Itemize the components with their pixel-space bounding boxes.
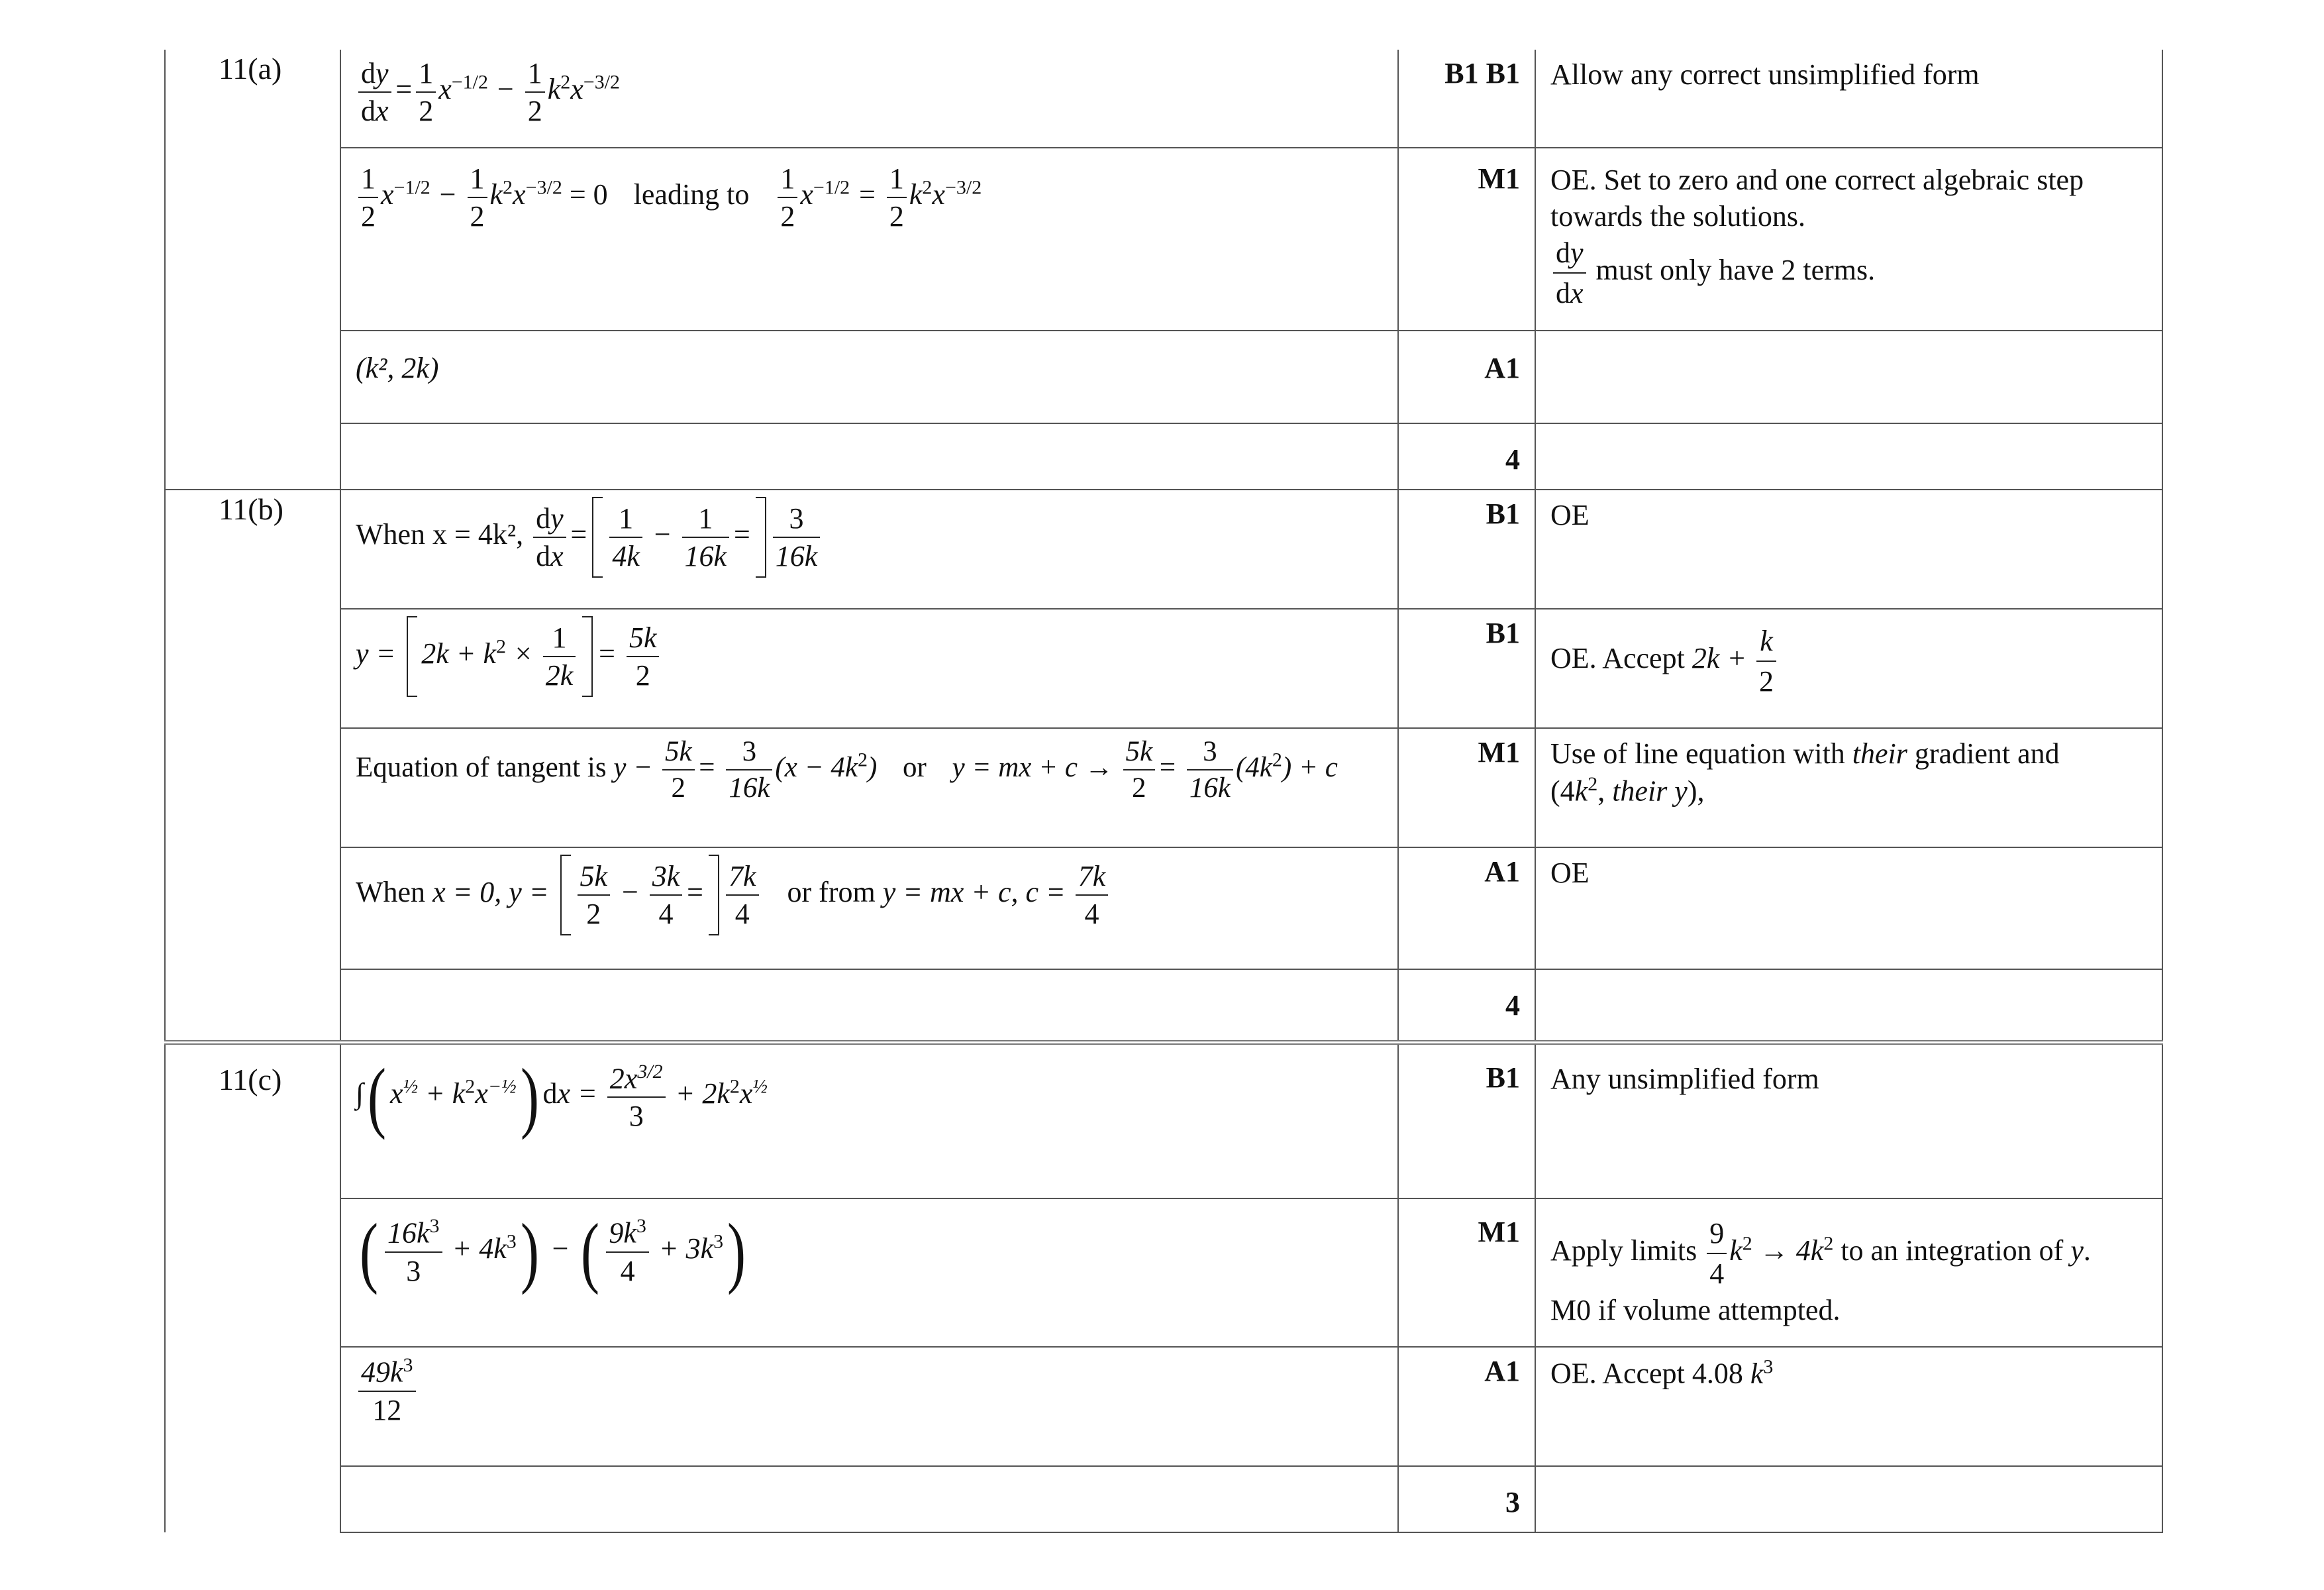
guidance-cell: OE. Set to zero and one correct algebraic step towards the solutions. $\frac{dy}{dx}$ must only have 2 terms. <box>1535 148 2162 331</box>
guidance-cell: Allow any correct unsimplified form <box>1535 50 2162 148</box>
answer-cell <box>340 1466 1398 1532</box>
table-row <box>165 490 2162 609</box>
table-row <box>165 609 2162 728</box>
answer-cell <box>340 50 1398 148</box>
marks-cell: B1 <box>1398 609 1535 728</box>
math-expression: Equation of tangent is y − $\frac{5k}{2}$ = $\frac{3}{16k}$ $(x - 4k^2)$ or y = mx + c → $\frac{5k}{2}$ = $\frac{3}{16k}$ $(4k^2) + c$ <box>356 736 1338 804</box>
table-row <box>165 1347 2162 1466</box>
marks-cell: A1 <box>1398 331 1535 423</box>
math-expression: $y = 2k + k^2$ × $\frac{1}{2k}$ = $\frac{5k}{2}$ <box>356 637 662 670</box>
guidance-cell <box>1535 1466 2162 1532</box>
guidance-cell: Use of line equation with their gradient and ($4k^2$, their y), <box>1535 728 2162 847</box>
total-marks: 4 <box>1398 423 1535 490</box>
marks-cell: B1 B1 <box>1398 50 1535 148</box>
answer-cell <box>340 423 1398 490</box>
guidance-cell <box>1535 423 2162 490</box>
guidance-cell: OE. Accept 4.08 $k^3$ <box>1535 1347 2162 1466</box>
math-expression: $\frac{49k^3}{12}$ <box>356 1371 419 1404</box>
answer-cell: (k², 2k) <box>340 331 1398 423</box>
marks-cell: A1 <box>1398 1347 1535 1466</box>
guidance-cell <box>1535 969 2162 1042</box>
guidance-cell: OE <box>1535 490 2162 609</box>
total-marks: 3 <box>1398 1466 1535 1532</box>
table-row <box>165 331 2162 423</box>
table-row <box>165 1466 2162 1532</box>
table-row <box>165 1042 2162 1198</box>
table-row <box>165 423 2162 490</box>
answer-cell <box>340 847 1398 969</box>
answer-cell <box>340 969 1398 1042</box>
math-expression: ∫( $x^{\frac{1}{2}} + k^2x^{-\frac{1}{2}}$) dx = $\frac{2x^{3/2}}{3}$ + $2k^2x^{\frac{1}{2}}$ <box>356 1052 768 1141</box>
table-row <box>165 847 2162 969</box>
answer-cell <box>340 1347 1398 1466</box>
guidance-cell <box>1535 331 2162 423</box>
table-row <box>165 148 2162 331</box>
marks-cell: M1 <box>1398 728 1535 847</box>
guidance-cell: Apply limits $\frac{9}{4}$ $k^2 \to 4k^2$ to an integration of y. M0 if volume attempted. <box>1535 1198 2162 1347</box>
answer-cell <box>340 1042 1398 1198</box>
answer-cell <box>340 1198 1398 1347</box>
guidance-cell: OE <box>1535 847 2162 969</box>
answer-cell <box>340 609 1398 728</box>
answer-cell <box>340 490 1398 609</box>
total-marks: 4 <box>1398 969 1535 1042</box>
table-row <box>165 969 2162 1042</box>
table-row <box>165 728 2162 847</box>
math-expression: When x = 0, y = $\frac{5k}{2}$ − $\frac{3k}{4}$ = $\frac{7k}{4}$ or from y = mx + c, c = $\frac{7k}{4}$ <box>356 876 1111 908</box>
guidance-cell: Any unsimplified form <box>1535 1042 2162 1198</box>
question-number: 11(b) <box>165 490 340 1042</box>
math-expression: When x = 4k², $\frac{dy}{dx}$ = $\frac{1}{4k}$ − $\frac{1}{16k}$ = $\frac{3}{16k}$ <box>356 518 823 551</box>
question-number: 11(c) <box>165 1042 340 1532</box>
marks-cell: B1 <box>1398 1042 1535 1198</box>
table-row <box>165 1198 2162 1347</box>
marks-cell: M1 <box>1398 148 1535 331</box>
table-row <box>165 50 2162 148</box>
question-number: 11(a) <box>165 50 340 490</box>
marks-cell: M1 <box>1398 1198 1535 1347</box>
answer-cell <box>340 728 1398 847</box>
marks-cell: A1 <box>1398 847 1535 969</box>
math-expression: $\frac{dy}{dx}$ = $\frac{1}{2}$ $x^{-1/2}$ − $\frac{1}{2}$ $k^2x^{-3/2}$ <box>356 73 620 105</box>
mark-scheme-table <box>164 50 2163 1533</box>
math-expression: ( $\frac{16k^3}{3}$ + $4k^3$) − ( $\frac{9k^3}{4}$ + $3k^3$) <box>359 1206 746 1295</box>
marks-cell: B1 <box>1398 490 1535 609</box>
math-expression: $\frac{1}{2}$ $x^{-1/2}$ − $\frac{1}{2}$ $k^2x^{-3/2} = 0$ leading to $\frac{1}{2}$ $x^{-1/2}$ = $\frac{1}{2}$ $k^2x^{-3/2}$ <box>356 178 982 211</box>
answer-cell <box>340 148 1398 331</box>
guidance-cell: OE. Accept 2k + $\frac{k}{2}$ <box>1535 609 2162 728</box>
